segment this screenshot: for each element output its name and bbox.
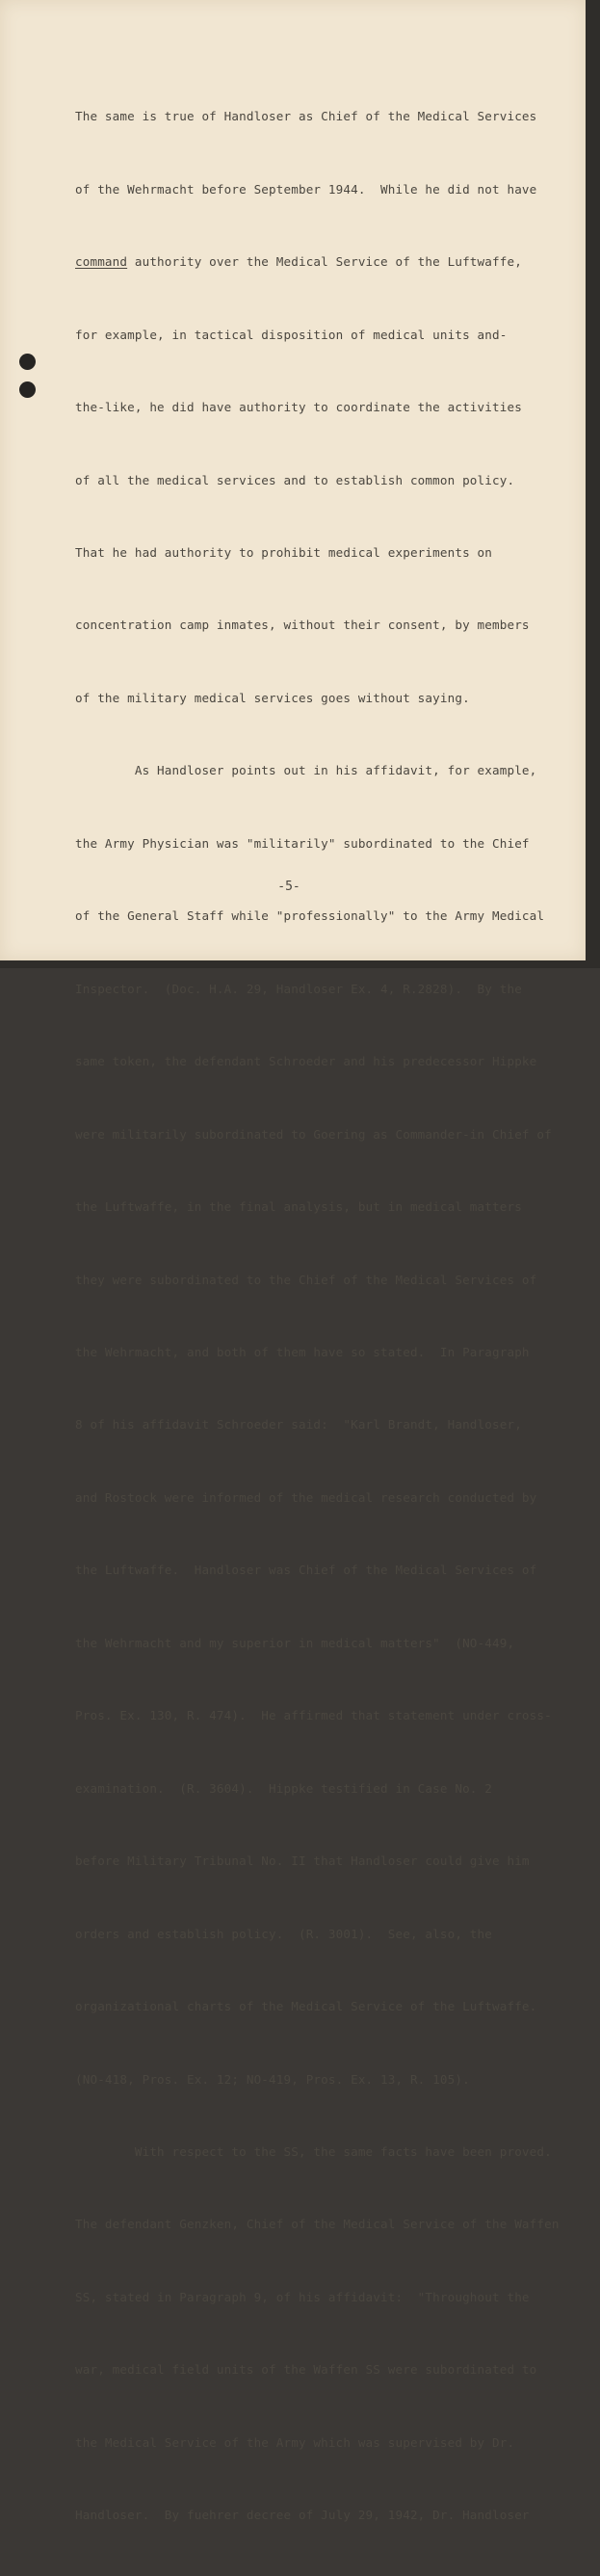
- text-line: 8 of his affidavit Schroeder said: "Karl Brandt, Handloser,: [75, 1417, 522, 1433]
- text-line: That he had authority to prohibit medical experiments on: [75, 545, 492, 561]
- text-line: the Army Physician was "militarily" subordinated to the Chief: [75, 835, 530, 851]
- text-line: As Handloser points out in his affidavit, for example,: [75, 763, 537, 778]
- page-edge: [0, 960, 600, 968]
- text-line: were militarily subordinated to Goering as Commander-in Chief of: [75, 1126, 552, 1142]
- text-line: The same is true of Handloser as Chief of the Medical Services: [75, 109, 537, 124]
- text-line: of the military medical services goes without saying.: [75, 690, 470, 705]
- text-line: (NO-418, Pros. Ex. 12; NO-419, Pros. Ex. 13, R. 105).: [75, 2071, 470, 2087]
- text-line: organizational charts of the Medical Service of the Luftwaffe.: [75, 1999, 537, 2014]
- text-line: war, medical field units of the Waffen SS were subordinated to: [75, 2362, 537, 2378]
- page-number: -5-: [277, 880, 300, 894]
- text-line: Inspector. (Doc. H.A. 29, Handloser Ex. 4, R.2828). By the: [75, 981, 522, 996]
- document-body: [75, 56, 560, 2576]
- text-line: Pros. Ex. 130, R. 474). He affirmed that statement under cross-: [75, 1708, 552, 1723]
- text-line: the-like, he did have authority to coordinate the activities: [75, 400, 522, 415]
- text-line: the Wehrmacht and my superior in medical matters" (NO-449,: [75, 1635, 515, 1650]
- text-line: and Rostock were informed of the medical research conducted by: [75, 1489, 537, 1505]
- text-line: [75, 250, 547, 274]
- text-line: The defendant Genzken, Chief of the Medical Service of the Waffen: [75, 2217, 560, 2232]
- text-line: for example, in tactical disposition of medical units and-: [75, 327, 508, 342]
- page-edge: [586, 0, 600, 968]
- text-line: the Wehrmacht, and both of them have so stated. In Paragraph: [75, 1345, 530, 1360]
- text-line: of the General Staff while "professionally" to the Army Medical: [75, 908, 545, 924]
- text-line: orders and establish policy. (R. 3001). See, also, the: [75, 1926, 492, 1941]
- text-line: examination. (R. 3604). Hippke testified in Case No. 2: [75, 1780, 492, 1796]
- text-line: Handloser. By fuehrer decree of July 29, 1942, Dr. Handloser: [75, 2508, 530, 2523]
- text-line: SS, stated in Paragraph 9, of his affidavit: "Throughout the: [75, 2289, 530, 2304]
- text-line: they were subordinated to the Chief of the Medical Services of: [75, 1272, 537, 1287]
- text-line: of the Wehrmacht before September 1944. While he did not have: [75, 181, 537, 197]
- text-line: of all the medical services and to establish common policy.: [75, 472, 515, 487]
- text-fragment: authority over the Medical Service of the Luftwaffe,: [127, 254, 522, 270]
- text-line: before Military Tribunal No. II that Handloser could give him: [75, 1853, 530, 1869]
- text-line: concentration camp inmates, without their consent, by members: [75, 618, 530, 633]
- text-line: the Luftwaffe, in the final analysis, but in medical matters: [75, 1199, 522, 1215]
- text-line: same token, the defendant Schroeder and his predecessor Hippke: [75, 1054, 537, 1069]
- punch-hole: [19, 354, 36, 370]
- text-line: the Medical Service of the Army which was supervised by Dr.: [75, 2434, 515, 2450]
- underlined-word: command: [75, 254, 128, 270]
- punch-hole: [19, 381, 36, 398]
- text-line: the Luftwaffe. Handloser was Chief of the Medical Services of: [75, 1563, 537, 1578]
- text-line: With respect to the SS, the same facts have been proved.: [75, 2144, 552, 2159]
